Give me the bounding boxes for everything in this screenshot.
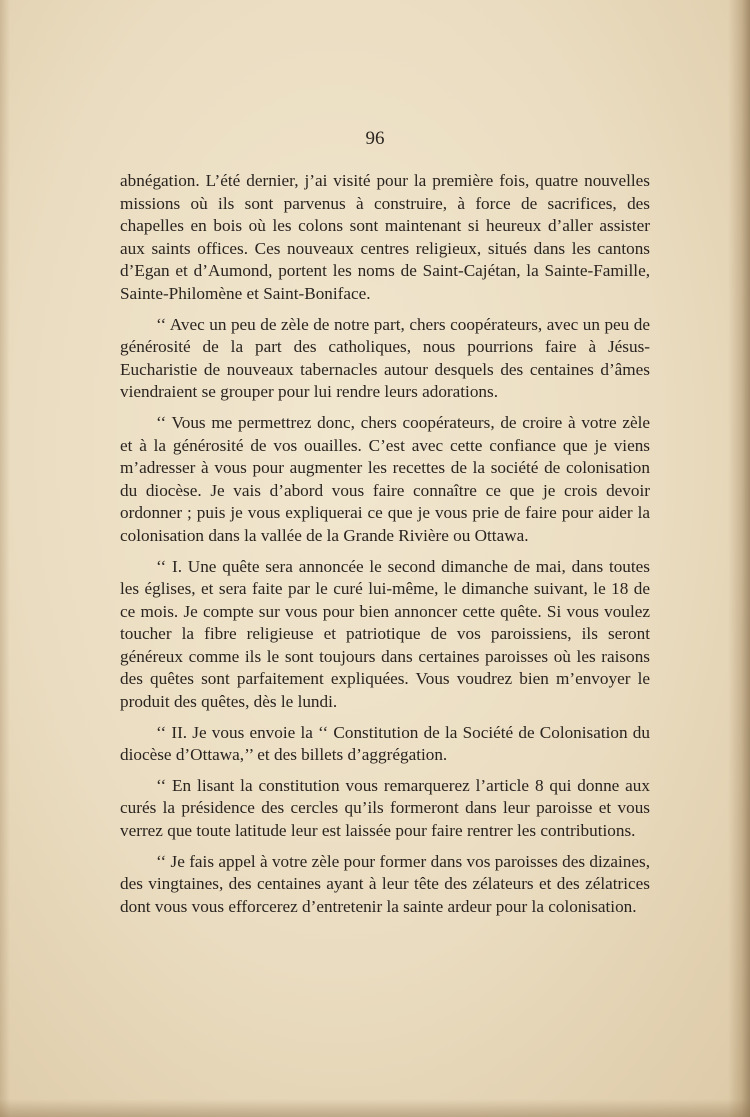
paragraph-1: abnégation. L’été dernier, j’ai visité pour la première fois, quatre nouvelles missions où ils sont parvenus à construire, à force de sacrifices, des chapelles en bois où les colons sont maintenant si heureux d’aller assister aux saints offices. Ces nouveaux centres religieux, situés dans les cantons d’Egan et d’Aumond, portent les noms de Saint-Cajétan, la Sainte-Famille, Sainte-Philomène et Saint-Boniface. — [120, 171, 650, 303]
page-edge-shadow-bottom — [0, 1099, 750, 1117]
page-edge-shadow-right — [728, 0, 750, 1117]
page-number: 96 — [365, 128, 385, 149]
paragraph-7: ‘‘ Je fais appel à votre zèle pour former dans vos paroisses des dizaines, des vingtaines, des centaines ayant à leur tête des zélateurs et des zélatrices dont vous vous efforcerez d’entretenir la sainte ardeur pour la colonisation. — [120, 851, 650, 916]
page-edge-shadow-left — [0, 0, 10, 1117]
paragraph-5: ‘‘ II. Je vous envoie la ‘‘ Constitution de la Société de Colonisation du diocèse d’Ottawa,’’ et des billets d’aggrégation. — [120, 722, 650, 765]
paragraph-6: ‘‘ En lisant la constitution vous remarquerez l’article 8 qui donne aux curés la présidence des cercles qu’ils formeront dans leur paroisse et vous verrez que toute latitude leur est laissée pour faire rentrer les contributions. — [120, 775, 650, 841]
paragraph-2: ‘‘ Avec un peu de zèle de notre part, chers coopérateurs, avec un peu de générosité de la part des catholiques, nous pourrions faire à Jésus-Eucharistie de nouveaux tabernacles autour desquels des centaines d’âmes viendraient se grouper pour lui rendre leurs adorations. — [120, 314, 650, 402]
body-text — [120, 170, 650, 926]
paragraph-3: ‘‘ Vous me permettrez donc, chers coopérateurs, de croire à votre zèle et à la générosité de vos ouailles. C’est avec cette confiance que je viens m’adresser à vous pour augmenter les recettes de la société de colonisation du diocèse. Je vais d’abord vous faire connaître ce que je crois devoir ordonner ; puis je vous expliquerai ce que je vous prie de faire pour aider la colonisation dans la vallée de la Grande Rivière ou Ottawa. — [120, 412, 650, 545]
paragraph-4: ‘‘ I. Une quête sera annoncée le second dimanche de mai, dans toutes les églises, et sera faite par le curé lui-même, le dimanche suivant, le 18 de ce mois. Je compte sur vous pour bien annoncer cette quête. Si vous voulez toucher la fibre religieuse et patriotique de vos paroissiens, ils seront généreux comme ils le sont toujours dans certaines paroisses où les raisons des quêtes sont parfaitement expliquées. Vous voudrez bien m’envoyer le produit des quêtes, dès le lundi. — [120, 556, 650, 712]
